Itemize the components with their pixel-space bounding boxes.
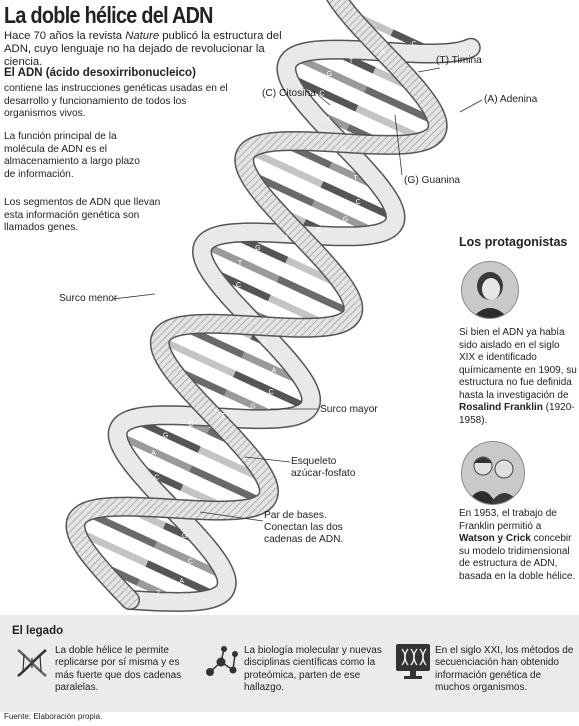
base-letter: A [326, 116, 331, 124]
sequencing-monitor-icon [395, 643, 431, 681]
label-esqueleto-line1: Esqueleto [291, 456, 337, 467]
label-pares-line3: cadenas de ADN. [264, 534, 344, 545]
base-letter: T [246, 309, 251, 317]
base-letter: G [340, 146, 347, 154]
base-letter: C [319, 90, 325, 98]
prot-p1-name: Rosalind Franklin [459, 402, 543, 413]
base-letter: G [250, 403, 256, 411]
prot-p2-text: En 1953, el trabajo de Franklin permitió a [459, 508, 557, 532]
subtitle-journal: Nature [125, 30, 160, 42]
intro-paragraph-1: contiene las instrucciones genéticas usadas en el desarrollo y funcionamiento de todos los organismos vivos. [4, 83, 228, 120]
label-surco-menor: Surco menor [59, 293, 118, 304]
portrait-silhouette-icon [462, 262, 518, 318]
label-par-de-bases [264, 510, 343, 546]
base-letter: C [355, 199, 361, 207]
base-letter: T [220, 412, 226, 420]
base-letter: C [154, 474, 160, 482]
label-citosina: (C) Citosina [262, 88, 316, 99]
base-letter: C [268, 388, 274, 396]
legacy-text-1: La doble hélice le permite replicarse por sí misma y es más fuerte que dos cadenas paralelas. [55, 645, 182, 694]
base-letter: A [271, 367, 277, 375]
prot-p1-text: Si bien el ADN ya había sido aislado en el siglo XIX e identificado químicamente en 1909, su estructura no fue definida hasta la investigación de [459, 327, 577, 401]
watson-crick-portrait [461, 441, 525, 505]
intro-heading: El ADN (ácido desoxirribonucleico) [4, 67, 196, 79]
source-footer: Fuente: Elaboración propia. [4, 712, 103, 721]
label-esqueleto-line2: azúcar-fosfato [291, 468, 356, 479]
legacy-text-2: La biología molecular y nuevas disciplinas científicas como la proteómica, parten de ese hallazgo. [244, 645, 382, 694]
legacy-text-3: En el siglo XXI, los métodos de secuenciación han obtenido información genética de muchos organismos. [435, 645, 574, 694]
base-letter: G [326, 70, 333, 78]
label-timina: (T) Timina [436, 55, 482, 66]
legacy-heading: El legado [12, 625, 64, 637]
base-letter: A [151, 449, 156, 457]
intro-paragraph-2: La función principal de la molécula de ADN es el almacenamiento a largo plazo de información. [4, 131, 140, 180]
label-adenina: (A) Adenina [484, 94, 538, 105]
label-pares-line1: Par de bases. [264, 510, 327, 521]
base-letter: T [348, 58, 354, 66]
molecule-network-icon [202, 644, 240, 680]
label-pares-line2: Conectan las dos [264, 522, 343, 533]
base-letter: C [236, 282, 242, 290]
prot-p1-dates: (1920-1958). [459, 402, 575, 426]
base-letter: G [162, 432, 169, 440]
base-letter: G [255, 244, 261, 252]
dna-helix-icon [14, 646, 50, 680]
subtitle-text: Hace 70 años la revista [4, 30, 126, 42]
backbone-strand [76, 0, 438, 600]
protagonists-heading: Los protagonistas [459, 235, 568, 249]
base-letter: C [316, 227, 322, 235]
base-letter: C [188, 421, 194, 429]
base-letter: A [284, 235, 289, 243]
protagonists-paragraph-1 [459, 327, 577, 427]
base-letter: C [411, 40, 417, 48]
base-letter: C [187, 558, 193, 566]
base-letter: C [261, 339, 267, 347]
base-letter: T [237, 259, 243, 267]
base-letter: A [380, 49, 385, 57]
prot-p2-text-end: concebir su modelo tridimensional de estructura de ADN, basada en la doble hélice. [459, 533, 576, 582]
base-letter: G [342, 216, 349, 224]
base-letter: T [156, 590, 161, 598]
base-letter: T [353, 175, 358, 183]
base-letter: T [167, 503, 172, 511]
protagonists-paragraph-2 [459, 508, 577, 583]
subtitle-text-end: publicó la estructura del ADN, cuyo lenguaje no ha dejado de revolucionar la ciencia. [4, 30, 282, 68]
page-title: La doble hélice del ADN [4, 2, 213, 28]
label-surco-mayor: Surco mayor [320, 404, 378, 415]
base-letter: G [181, 533, 188, 541]
prot-p2-names: Watson y Crick [459, 533, 531, 544]
base-letter: A [179, 577, 184, 585]
label-esqueleto [291, 456, 356, 480]
portrait-silhouette-icon [462, 442, 524, 504]
label-guanina: (G) Guanina [404, 175, 461, 186]
rosalind-franklin-portrait [461, 261, 519, 319]
intro-paragraph-3: Los segmentos de ADN que llevan esta información genética son llamados genes. [4, 197, 161, 234]
